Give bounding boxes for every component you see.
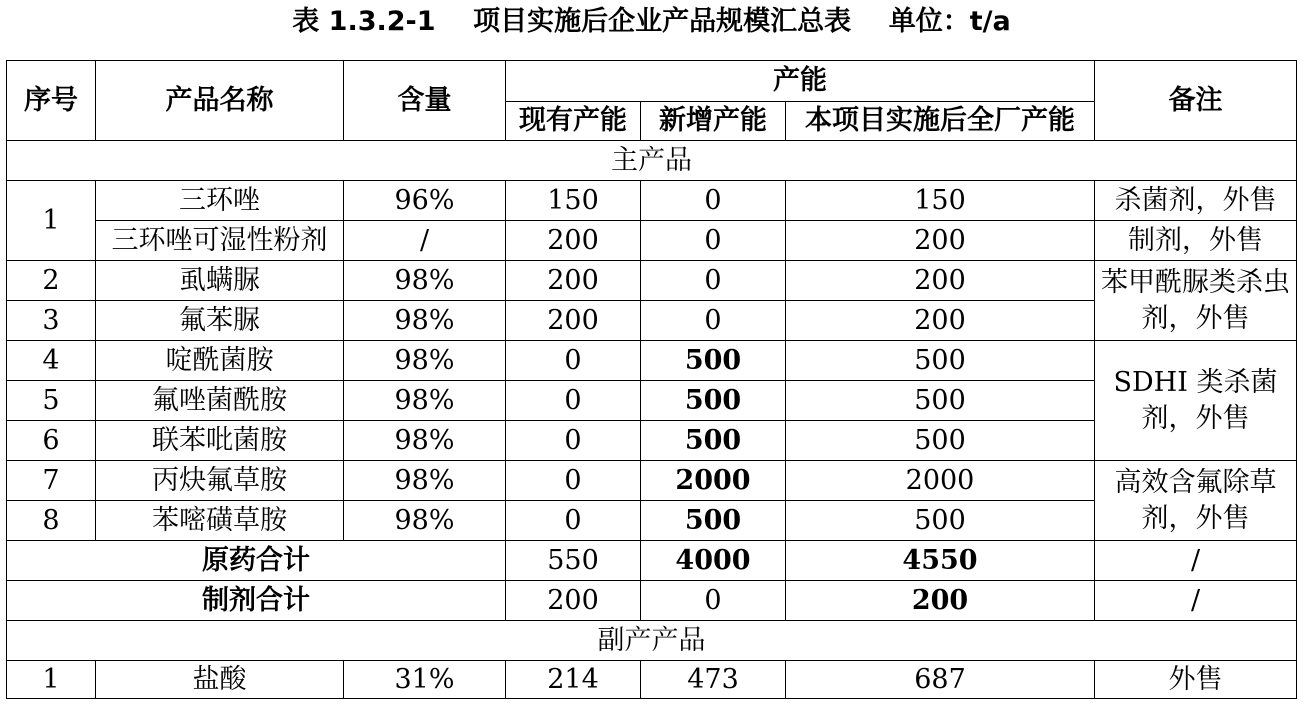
row-content: 98% [344, 341, 506, 381]
row-existing: 200 [506, 301, 641, 341]
row-seq: 1 [7, 661, 96, 699]
row-existing: 0 [506, 421, 641, 461]
row-seq: 3 [7, 301, 96, 341]
row-existing: 0 [506, 341, 641, 381]
row-new: 0 [641, 221, 786, 261]
row-name: 三环唑可湿性粉剂 [96, 221, 344, 261]
row-existing: 150 [506, 181, 641, 221]
row-after: 200 [786, 301, 1095, 341]
row-after: 500 [786, 381, 1095, 421]
header-new: 新增产能 [641, 102, 786, 141]
row-content: 98% [344, 501, 506, 541]
row-remark: 高效含氟除草剂，外售 [1095, 461, 1297, 541]
header-capacity: 产能 [506, 61, 1095, 102]
row-after: 500 [786, 341, 1095, 381]
row-new: 500 [641, 501, 786, 541]
row-name: 氟苯脲 [96, 301, 344, 341]
row-existing: 0 [506, 501, 641, 541]
row-existing: 0 [506, 381, 641, 421]
row-after: 200 [786, 221, 1095, 261]
total-api-existing: 550 [506, 541, 641, 581]
row-seq: 1 [7, 181, 96, 261]
row-seq: 7 [7, 461, 96, 501]
total-formulation-remark: / [1095, 581, 1297, 621]
row-new: 500 [641, 381, 786, 421]
row-remark: 杀菌剂，外售 [1095, 181, 1297, 221]
header-existing: 现有产能 [506, 102, 641, 141]
product-scale-table [6, 60, 1297, 699]
row-after: 687 [786, 661, 1095, 699]
header-seq: 序号 [7, 61, 96, 141]
section-main-products: 主产品 [7, 141, 1297, 181]
table-row [7, 261, 1297, 301]
row-after: 500 [786, 421, 1095, 461]
table-row [7, 221, 1297, 261]
row-seq: 8 [7, 501, 96, 541]
row-existing: 214 [506, 661, 641, 699]
row-new: 500 [641, 341, 786, 381]
row-name: 啶酰菌胺 [96, 341, 344, 381]
section-by-products: 副产产品 [7, 621, 1297, 661]
row-seq: 6 [7, 421, 96, 461]
total-formulation-label: 制剂合计 [7, 581, 506, 621]
table-row [7, 341, 1297, 381]
row-new: 500 [641, 421, 786, 461]
total-api-after: 4550 [786, 541, 1095, 581]
row-new: 2000 [641, 461, 786, 501]
total-api-new: 4000 [641, 541, 786, 581]
row-remark: SDHI 类杀菌剂，外售 [1095, 341, 1297, 461]
row-existing: 0 [506, 461, 641, 501]
row-name: 丙炔氟草胺 [96, 461, 344, 501]
row-content: 98% [344, 461, 506, 501]
row-seq: 4 [7, 341, 96, 381]
total-api-row [7, 541, 1297, 581]
header-after: 本项目实施后全厂产能 [786, 102, 1095, 141]
row-name: 联苯吡菌胺 [96, 421, 344, 461]
row-remark: 外售 [1095, 661, 1297, 699]
row-name: 苯嘧磺草胺 [96, 501, 344, 541]
row-content: 31% [344, 661, 506, 699]
row-new: 473 [641, 661, 786, 699]
row-seq: 2 [7, 261, 96, 301]
total-formulation-new: 0 [641, 581, 786, 621]
table-row [7, 461, 1297, 501]
row-content: 98% [344, 421, 506, 461]
row-remark: 苯甲酰脲类杀虫剂，外售 [1095, 261, 1297, 341]
row-remark: 制剂，外售 [1095, 221, 1297, 261]
header-remark: 备注 [1095, 61, 1297, 141]
row-existing: 200 [506, 261, 641, 301]
row-name: 三环唑 [96, 181, 344, 221]
row-seq: 5 [7, 381, 96, 421]
table-row [7, 661, 1297, 699]
row-existing: 200 [506, 221, 641, 261]
row-content: 96% [344, 181, 506, 221]
total-api-label: 原药合计 [7, 541, 506, 581]
row-content: / [344, 221, 506, 261]
total-formulation-after: 200 [786, 581, 1095, 621]
row-new: 0 [641, 301, 786, 341]
table-title: 表 1.3.2-1 项目实施后企业产品规模汇总表 单位：t/a [292, 6, 1011, 37]
row-content: 98% [344, 261, 506, 301]
total-formulation-existing: 200 [506, 581, 641, 621]
row-new: 0 [641, 261, 786, 301]
table-row [7, 181, 1297, 221]
row-name: 虱螨脲 [96, 261, 344, 301]
row-after: 500 [786, 501, 1095, 541]
row-new: 0 [641, 181, 786, 221]
total-formulation-row [7, 581, 1297, 621]
header-content: 含量 [344, 61, 506, 141]
header-name: 产品名称 [96, 61, 344, 141]
row-content: 98% [344, 381, 506, 421]
row-name: 盐酸 [96, 661, 344, 699]
row-after: 2000 [786, 461, 1095, 501]
row-content: 98% [344, 301, 506, 341]
total-api-remark: / [1095, 541, 1297, 581]
row-name: 氟唑菌酰胺 [96, 381, 344, 421]
row-after: 150 [786, 181, 1095, 221]
row-after: 200 [786, 261, 1095, 301]
